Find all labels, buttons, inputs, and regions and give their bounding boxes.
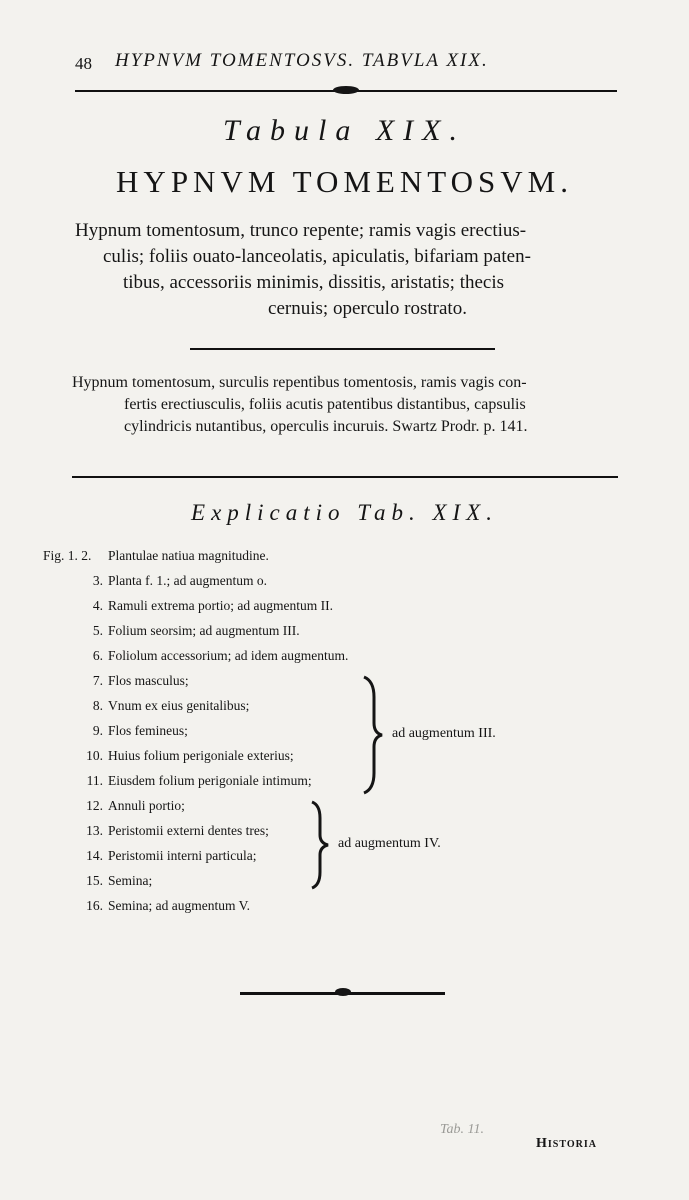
swartz-line: fertis erectiusculis, foliis acutis patentibus distantibus, capsulis xyxy=(124,396,526,413)
running-head xyxy=(75,48,635,78)
figure-item: 7. Flos masculus; xyxy=(92,673,189,688)
faint-note: Tab. 11. xyxy=(440,1122,484,1137)
figure-item: 13. Peristomii externi dentes tres; xyxy=(86,823,269,838)
diagnosis-line: Hypnum tomentosum, trunco repente; ramis vagis erectius- xyxy=(75,220,527,241)
figure-item: Fig. 1. 2. Plantulae natiua magnitudine. xyxy=(43,548,269,563)
diagnosis xyxy=(75,218,620,322)
plate-label: Tabula XIX. xyxy=(223,114,466,147)
figure-item: 11. Eiusdem folium perigoniale intimum; xyxy=(86,773,312,788)
figure-item: 14. Peristomii interni particula; xyxy=(86,848,257,863)
swartz-citation xyxy=(72,372,622,438)
diagnosis-line: culis; foliis ouato-lanceolatis, apiculatis, bifariam paten- xyxy=(103,246,531,267)
brace-group-1 xyxy=(360,675,390,795)
figure-item: 15. Semina; xyxy=(86,873,153,888)
swartz-line: Hypnum tomentosum, surculis repentibus tomentosis, ramis vagis con- xyxy=(72,374,527,391)
figure-item: 6. Foliolum accessorium; ad idem augmentum. xyxy=(92,648,349,663)
page-number: 48 xyxy=(75,54,92,73)
brace-group-1-label: ad augmentum III. xyxy=(392,726,496,741)
ornament-rule xyxy=(190,344,495,354)
diagnosis-line: cernuis; operculo rostrato. xyxy=(268,298,467,319)
figure-item: 10. Huius folium perigoniale exterius; xyxy=(86,748,294,763)
brace-group-2-label: ad augmentum IV. xyxy=(338,836,441,851)
diagnosis-line: tibus, accessoriis minimis, dissitis, aristatis; thecis xyxy=(123,272,505,293)
section-rule xyxy=(72,476,618,478)
species-title: HYPNVM TOMENTOSVM. xyxy=(116,164,573,199)
running-title: HYPNVM TOMENTOSVS. TABVLA XIX. xyxy=(115,50,489,71)
brace-group-2 xyxy=(308,800,336,890)
figure-item: 9. Flos femineus; xyxy=(92,723,188,738)
explicatio-heading: Explicatio Tab. XIX. xyxy=(191,500,498,525)
figure-item: 12. Annuli portio; xyxy=(86,798,185,813)
swartz-line: cylindricis nutantibus, operculis incuruis. Swartz Prodr. p. 141. xyxy=(124,418,528,435)
figure-item: 5. Folium seorsim; ad augmentum III. xyxy=(92,623,300,638)
figure-item: 16. Semina; ad augmentum V. xyxy=(86,898,250,913)
header-rule xyxy=(75,86,617,96)
footer-ornament xyxy=(240,988,445,998)
catchword: Historia xyxy=(536,1136,597,1151)
figure-item: 4. Ramuli extrema portio; ad augmentum II. xyxy=(92,598,333,613)
figure-item: 8. Vnum ex eius genitalibus; xyxy=(92,698,250,713)
figure-item: 3. Planta f. 1.; ad augmentum o. xyxy=(92,573,267,588)
